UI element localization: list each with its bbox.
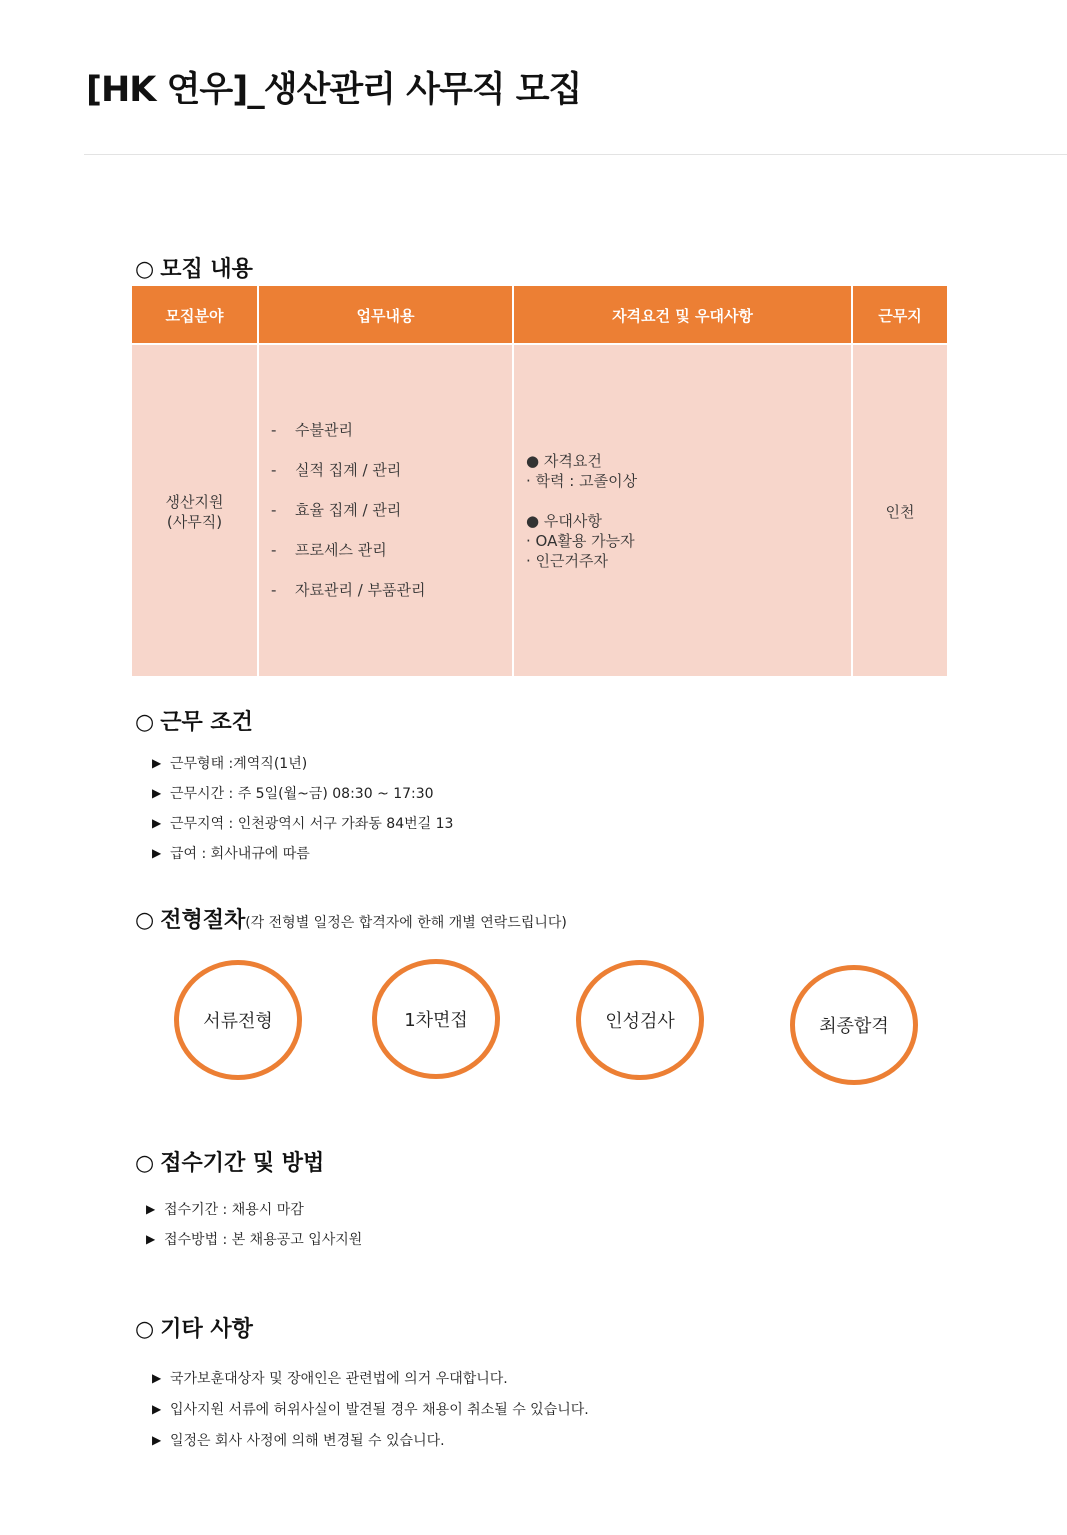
pref-item: · 인근거주자	[526, 552, 608, 570]
list-item: ▶ 근무지역 : 인천광역시 서구 가좌동 84번길 13	[152, 816, 454, 832]
qualification-block	[514, 347, 851, 571]
circle-bullet-icon: ○	[135, 1317, 155, 1342]
arrow-right-icon: ▶	[152, 786, 162, 800]
circle-bullet-icon: ○	[135, 710, 155, 735]
cell-qualifications	[514, 347, 851, 676]
title-divider	[84, 154, 1067, 155]
arrow-right-icon: ▶	[152, 846, 162, 860]
section-process-heading	[135, 903, 567, 934]
arrow-right-icon: ▶	[146, 1232, 156, 1246]
list-item: - 프로세스 관리	[271, 541, 387, 559]
cell-location	[853, 347, 947, 676]
list-item: - 실적 집계 / 관리	[271, 461, 402, 479]
location-value: 인천	[885, 503, 915, 521]
cell-duties	[259, 347, 512, 676]
list-item: ▶ 입사지원 서류에 허위사실이 발견될 경우 채용이 취소될 수 있습니다.	[152, 1401, 589, 1418]
arrow-right-icon: ▶	[146, 1202, 156, 1216]
list-item: ▶ 접수기간 : 채용시 마감	[146, 1202, 304, 1218]
section-conditions-heading	[135, 705, 253, 736]
arrow-right-icon: ▶	[152, 1370, 162, 1385]
arrow-right-icon: ▶	[152, 816, 162, 830]
process-step: 최종합격	[790, 965, 918, 1085]
section-conditions-title: 근무 조건	[160, 710, 253, 735]
header-qualifications: 자격요건 및 우대사항	[612, 307, 753, 325]
arrow-right-icon: ▶	[152, 756, 162, 770]
qual-title: ● 자격요건	[526, 452, 602, 470]
section-recruit-heading	[135, 252, 253, 283]
page-title: [HK 연우]_생산관리 사무직 모집	[86, 70, 582, 110]
section-apply-heading	[135, 1146, 324, 1177]
header-field: 모집분야	[165, 307, 224, 325]
process-step: 인성검사	[576, 960, 704, 1080]
section-process-note: (각 전형별 일정은 합격자에 한해 개별 연락드립니다)	[245, 915, 567, 931]
conditions-list	[152, 748, 453, 868]
section-process-title: 전형절차	[160, 908, 246, 933]
qual-item: · 학력 : 고졸이상	[526, 472, 638, 490]
list-item: ▶ 급여 : 회사내규에 따름	[152, 846, 310, 862]
process-step: 서류전형	[174, 960, 302, 1080]
circle-bullet-icon: ○	[135, 257, 155, 282]
pref-title: ● 우대사항	[526, 512, 602, 530]
header-location: 근무지	[878, 307, 922, 325]
arrow-right-icon: ▶	[152, 1401, 162, 1416]
list-item: - 효율 집계 / 관리	[271, 501, 402, 519]
section-recruit-title: 모집 내용	[160, 257, 253, 282]
duty-list	[259, 347, 512, 620]
section-etc-title: 기타 사항	[160, 1317, 253, 1342]
cell-field	[132, 347, 257, 676]
section-etc-heading	[135, 1312, 253, 1343]
circle-bullet-icon: ○	[135, 1151, 155, 1176]
pref-item: · OA활용 가능자	[526, 532, 635, 550]
list-item: - 수불관리	[271, 421, 353, 439]
etc-list	[152, 1362, 589, 1455]
list-item: ▶ 일정은 회사 사정에 의해 변경될 수 있습니다.	[152, 1432, 445, 1449]
arrow-right-icon: ▶	[152, 1432, 162, 1447]
list-item: ▶ 근무형태 :계역직(1년)	[152, 756, 308, 772]
section-apply-title: 접수기간 및 방법	[160, 1151, 325, 1176]
apply-list	[146, 1194, 362, 1254]
circle-bullet-icon: ○	[135, 908, 155, 933]
header-duties: 업무내용	[356, 307, 415, 325]
list-item: ▶ 접수방법 : 본 채용공고 입사지원	[146, 1232, 363, 1248]
recruit-table	[132, 286, 947, 676]
list-item: ▶ 국가보훈대상자 및 장애인은 관련법에 의거 우대합니다.	[152, 1370, 508, 1387]
list-item: - 자료관리 / 부품관리	[271, 581, 426, 599]
process-step: 1차면접	[372, 959, 500, 1079]
field-line: (사무직)	[166, 512, 223, 531]
list-item: ▶ 근무시간 : 주 5일(월~금) 08:30 ~ 17:30	[152, 786, 434, 802]
field-line: 생산지원	[165, 492, 224, 511]
